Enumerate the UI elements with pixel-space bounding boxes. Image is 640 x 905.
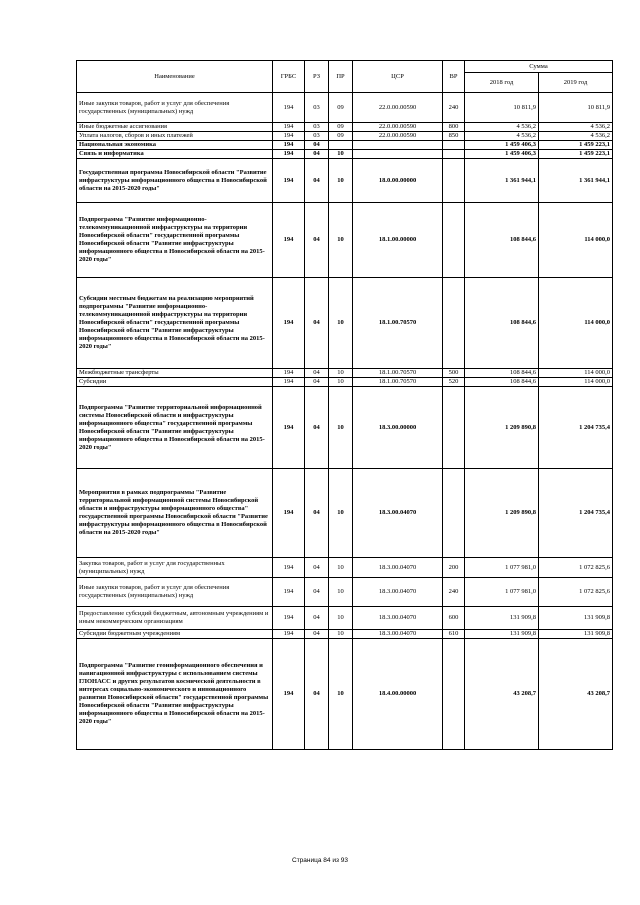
- row-vr: [443, 159, 465, 203]
- row-sum-2019: 114 000,0: [539, 203, 613, 278]
- row-sum-2018: 131 909,8: [465, 607, 539, 630]
- row-vr: 610: [443, 630, 465, 639]
- row-pr: 10: [329, 639, 353, 750]
- row-sum-2019: 1 459 223,1: [539, 141, 613, 150]
- row-sum-2019: 4 536,2: [539, 123, 613, 132]
- row-vr: [443, 469, 465, 558]
- row-sum-2018: 108 844,6: [465, 369, 539, 378]
- row-sum-2018: 1 459 406,3: [465, 150, 539, 159]
- row-grbs: 194: [273, 150, 305, 159]
- row-name: Подпрограмма "Развитие информационно-телекоммуникационной инфраструктуры на территории Новосибирской области" государственной программы Новосибирской области "Развитие инфраструктуры информационного общества в Новосибирской области на 2015-2020 годы": [77, 203, 273, 278]
- row-pr: 10: [329, 278, 353, 369]
- row-sum-2018: 1 209 890,8: [465, 469, 539, 558]
- row-csr: 22.0.00.00590: [353, 123, 443, 132]
- row-sum-2019: 10 811,9: [539, 93, 613, 123]
- row-rz: 04: [305, 387, 329, 469]
- row-vr: 240: [443, 578, 465, 607]
- header-pr: ПР: [329, 61, 353, 93]
- row-csr: 18.1.00.70570: [353, 369, 443, 378]
- row-name: Предоставление субсидий бюджетным, автономным учреждениям и иным некоммерческим организациям: [77, 607, 273, 630]
- row-sum-2018: 10 811,9: [465, 93, 539, 123]
- row-vr: [443, 150, 465, 159]
- row-csr: 18.1.00.70570: [353, 278, 443, 369]
- row-grbs: 194: [273, 469, 305, 558]
- row-name: Иные закупки товаров, работ и услуг для обеспечения государственных (муниципальных) нужд: [77, 578, 273, 607]
- row-vr: [443, 141, 465, 150]
- row-rz: 04: [305, 159, 329, 203]
- row-sum-2019: 1 072 825,6: [539, 578, 613, 607]
- table-row: [77, 630, 613, 639]
- row-csr: [353, 141, 443, 150]
- row-pr: 10: [329, 607, 353, 630]
- row-csr: 18.3.00.04070: [353, 607, 443, 630]
- row-vr: 600: [443, 607, 465, 630]
- row-sum-2018: 1 077 981,0: [465, 558, 539, 578]
- row-csr: 18.3.00.04070: [353, 469, 443, 558]
- row-csr: 18.3.00.00000: [353, 387, 443, 469]
- row-vr: 850: [443, 132, 465, 141]
- page-number: Страница 84 из 93: [292, 857, 348, 864]
- row-pr: [329, 141, 353, 150]
- table-body: [77, 93, 613, 750]
- row-csr: 18.3.00.04070: [353, 630, 443, 639]
- row-vr: [443, 203, 465, 278]
- table-row: [77, 203, 613, 278]
- row-grbs: 194: [273, 278, 305, 369]
- row-sum-2018: 43 208,7: [465, 639, 539, 750]
- row-csr: 18.4.00.00000: [353, 639, 443, 750]
- row-name: Иные бюджетные ассигнования: [77, 123, 273, 132]
- row-csr: [353, 150, 443, 159]
- row-csr: 18.1.00.70570: [353, 378, 443, 387]
- header-csr: ЦСР: [353, 61, 443, 93]
- header-rz: РЗ: [305, 61, 329, 93]
- row-name: Подпрограмма "Развитие территориальной информационной системы Новосибирской области и инфраструктуры информационного общества" государственной программы Новосибирской области "Развитие инфраструктуры информационного общества в Новосибирской области на 2015-2020 годы": [77, 387, 273, 469]
- row-grbs: 194: [273, 159, 305, 203]
- row-pr: 10: [329, 387, 353, 469]
- row-vr: [443, 278, 465, 369]
- table-row: [77, 607, 613, 630]
- row-sum-2018: 4 536,2: [465, 132, 539, 141]
- table-row: [77, 378, 613, 387]
- row-sum-2019: 114 000,0: [539, 378, 613, 387]
- row-vr: 520: [443, 378, 465, 387]
- header-vr: ВР: [443, 61, 465, 93]
- header-year-2019: 2019 год: [539, 73, 613, 93]
- row-rz: 04: [305, 558, 329, 578]
- header-sum: Сумма: [465, 61, 613, 73]
- row-grbs: 194: [273, 369, 305, 378]
- row-csr: 18.3.00.04070: [353, 558, 443, 578]
- row-sum-2018: 1 077 981,0: [465, 578, 539, 607]
- row-name: Субсидии бюджетным учреждениям: [77, 630, 273, 639]
- row-rz: 03: [305, 93, 329, 123]
- row-pr: 10: [329, 203, 353, 278]
- header-year-2018: 2018 год: [465, 73, 539, 93]
- row-vr: 500: [443, 369, 465, 378]
- row-rz: 04: [305, 578, 329, 607]
- row-sum-2019: 114 000,0: [539, 278, 613, 369]
- row-grbs: 194: [273, 132, 305, 141]
- row-rz: 04: [305, 607, 329, 630]
- row-sum-2019: 1 204 735,4: [539, 387, 613, 469]
- row-sum-2019: 131 909,8: [539, 607, 613, 630]
- row-vr: 240: [443, 93, 465, 123]
- row-name: Субсидии местным бюджетам на реализацию мероприятий подпрограммы "Развитие информационно-телекоммуникационной инфраструктуры на территории Новосибирской области" государственной программы Новосибирской области "Развитие инфраструктуры информационного общества в Новосибирской области на 2015-2020 годы": [77, 278, 273, 369]
- row-pr: 10: [329, 630, 353, 639]
- row-grbs: 194: [273, 123, 305, 132]
- row-sum-2019: 4 536,2: [539, 132, 613, 141]
- row-csr: 18.3.00.04070: [353, 578, 443, 607]
- row-rz: 04: [305, 150, 329, 159]
- row-vr: 800: [443, 123, 465, 132]
- row-pr: 09: [329, 132, 353, 141]
- row-csr: 18.1.00.00000: [353, 203, 443, 278]
- row-sum-2019: 1 361 944,1: [539, 159, 613, 203]
- row-name: Государственная программа Новосибирской области "Развитие инфраструктуры информационного общества в Новосибирской области на 2015-2020 годы": [77, 159, 273, 203]
- table-row: [77, 639, 613, 750]
- row-sum-2018: 4 536,2: [465, 123, 539, 132]
- row-pr: 10: [329, 578, 353, 607]
- row-grbs: 194: [273, 558, 305, 578]
- row-csr: 18.0.00.00000: [353, 159, 443, 203]
- row-grbs: 194: [273, 93, 305, 123]
- row-sum-2018: 1 361 944,1: [465, 159, 539, 203]
- row-pr: 10: [329, 558, 353, 578]
- row-pr: 10: [329, 150, 353, 159]
- row-sum-2019: 43 208,7: [539, 639, 613, 750]
- row-rz: 04: [305, 630, 329, 639]
- row-sum-2018: 108 844,6: [465, 378, 539, 387]
- row-grbs: 194: [273, 639, 305, 750]
- row-sum-2019: 1 072 825,6: [539, 558, 613, 578]
- row-name: Закупка товаров, работ и услуг для государственных (муниципальных) нужд: [77, 558, 273, 578]
- table-row: [77, 132, 613, 141]
- row-sum-2019: 1 459 223,1: [539, 150, 613, 159]
- row-name: Уплата налогов, сборов и иных платежей: [77, 132, 273, 141]
- row-name: Иные закупки товаров, работ и услуг для обеспечения государственных (муниципальных) нужд: [77, 93, 273, 123]
- row-vr: [443, 639, 465, 750]
- table-row: [77, 469, 613, 558]
- row-sum-2019: 131 909,8: [539, 630, 613, 639]
- table-row: [77, 93, 613, 123]
- row-sum-2018: 1 209 890,8: [465, 387, 539, 469]
- table-row: [77, 123, 613, 132]
- row-pr: 09: [329, 123, 353, 132]
- row-sum-2018: 131 909,8: [465, 630, 539, 639]
- row-rz: 04: [305, 469, 329, 558]
- row-vr: [443, 387, 465, 469]
- row-pr: 10: [329, 378, 353, 387]
- row-name: Мероприятия в рамках подпрограммы "Развитие территориальной информационной системы Новосибирской области и инфраструктуры информационного общества" государственной программы Новосибирской области "Развитие инфраструктуры информационного общества в Новосибирской области на 2015-2020 годы": [77, 469, 273, 558]
- row-sum-2018: 1 459 406,3: [465, 141, 539, 150]
- row-grbs: 194: [273, 607, 305, 630]
- table-row: [77, 278, 613, 369]
- row-name: Связь и информатика: [77, 150, 273, 159]
- row-rz: 04: [305, 378, 329, 387]
- row-sum-2018: 108 844,6: [465, 278, 539, 369]
- row-grbs: 194: [273, 578, 305, 607]
- row-rz: 04: [305, 639, 329, 750]
- row-grbs: 194: [273, 378, 305, 387]
- row-vr: 200: [443, 558, 465, 578]
- row-rz: 04: [305, 203, 329, 278]
- row-csr: 22.0.00.00590: [353, 132, 443, 141]
- row-name: Национальная экономика: [77, 141, 273, 150]
- budget-table: [76, 60, 613, 750]
- table-row: [77, 159, 613, 203]
- table-row: [77, 558, 613, 578]
- row-pr: 10: [329, 159, 353, 203]
- row-grbs: 194: [273, 630, 305, 639]
- row-name: Межбюджетные трансферты: [77, 369, 273, 378]
- row-rz: 03: [305, 123, 329, 132]
- row-grbs: 194: [273, 203, 305, 278]
- row-rz: 04: [305, 141, 329, 150]
- row-sum-2019: 114 000,0: [539, 369, 613, 378]
- row-sum-2018: 108 844,6: [465, 203, 539, 278]
- table-row: [77, 141, 613, 150]
- row-name: Подпрограмма "Развитие геоинформационного обеспечения и навигационной инфраструктуры с использованием системы ГЛОНАСС и других результатов космической деятельности в интересах социально-экономического и инновационного развития Новосибирской области" государственной программы Новосибирской области "Развитие инфраструктуры информационного общества в Новосибирской области на 2015-2020 годы": [77, 639, 273, 750]
- header-grbs: ГРБС: [273, 61, 305, 93]
- header-name: Наименование: [77, 61, 273, 93]
- table-row: [77, 369, 613, 378]
- row-rz: 03: [305, 132, 329, 141]
- row-pr: 10: [329, 469, 353, 558]
- table-row: [77, 387, 613, 469]
- row-csr: 22.0.00.00590: [353, 93, 443, 123]
- row-rz: 04: [305, 369, 329, 378]
- row-sum-2019: 1 204 735,4: [539, 469, 613, 558]
- row-grbs: 194: [273, 387, 305, 469]
- table-row: [77, 578, 613, 607]
- row-pr: 09: [329, 93, 353, 123]
- row-rz: 04: [305, 278, 329, 369]
- table-row: [77, 150, 613, 159]
- row-pr: 10: [329, 369, 353, 378]
- row-name: Субсидии: [77, 378, 273, 387]
- row-grbs: 194: [273, 141, 305, 150]
